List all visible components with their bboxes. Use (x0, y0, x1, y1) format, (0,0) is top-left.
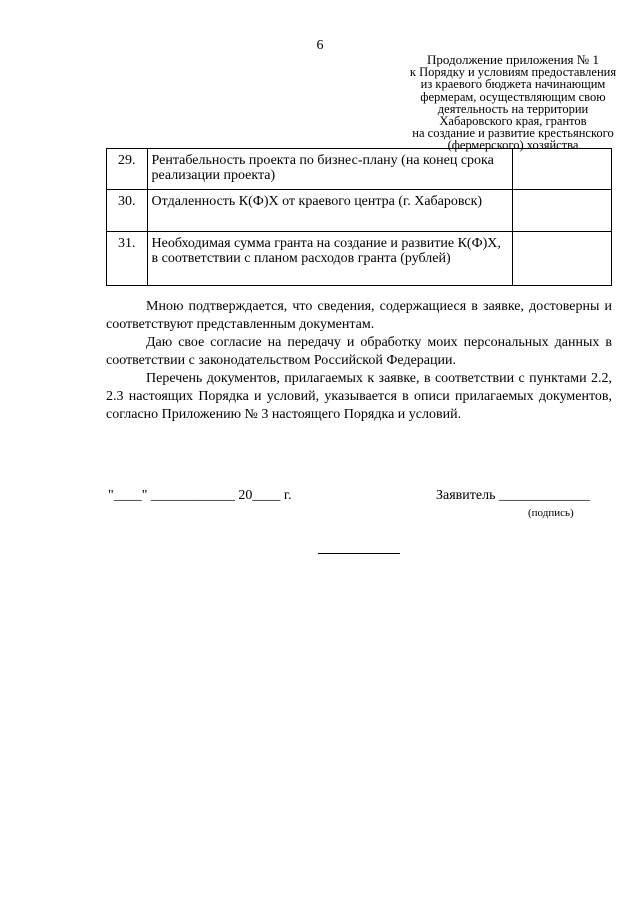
paragraph-documents: Перечень документов, прилагаемых к заявке, в соответствии с пунктами 2.2, 2.3 настоящих Порядка и условий, указывается в описи прилагаемых документов, согласно Приложению № 3 настоящего Порядка и условий. (106, 371, 612, 422)
annex-line: фермерам, осуществляющим свою (420, 89, 606, 104)
applicant-signature-line: Заявитель _____________ (436, 488, 590, 503)
table-row (107, 149, 612, 190)
annex-title: Продолжение приложения № 1 (427, 52, 599, 67)
annex-line: к Порядку и условиям предоставления (409, 65, 617, 80)
annex-line: деятельность на территории (437, 101, 589, 116)
annex-line: Хабаровского края, грантов (439, 114, 587, 129)
criteria-table (106, 148, 612, 286)
annex-line: (фермерского) хозяйства (447, 138, 579, 153)
date-line: "____" ____________ 20____ г. (108, 488, 292, 503)
declaration-text (106, 298, 612, 424)
row-value-cell (513, 149, 612, 190)
table-row (107, 232, 612, 286)
signature-caption: (подпись) (528, 507, 574, 519)
row-criterion: Рентабельность проекта по бизнес-плану (на конец срока реализации проекта) (147, 149, 513, 190)
annex-line: из краевого бюджета начинающим (420, 77, 606, 92)
row-value-cell (513, 232, 612, 286)
table-row (107, 190, 612, 232)
paragraph-consent: Даю свое согласие на передачу и обработку моих персональных данных в соответствии с законодательством Российской Федерации. (106, 335, 612, 368)
row-number: 30. (107, 190, 148, 232)
end-divider (318, 553, 400, 554)
paragraph-confirmation: Мною подтверждается, что сведения, содержащиеся в заявке, достоверны и соответствуют представленным документам. (106, 299, 612, 332)
row-value-cell (513, 190, 612, 232)
annex-line: на создание и развитие крестьянского (412, 126, 614, 141)
page-number: 6 (316, 38, 324, 53)
row-criterion: Необходимая сумма гранта на создание и развитие К(Ф)Х, в соответствии с планом расходов гранта (рублей) (147, 232, 513, 286)
row-number: 29. (107, 149, 148, 190)
row-number: 31. (107, 232, 148, 286)
annex-header (396, 54, 630, 152)
row-criterion: Отдаленность К(Ф)Х от краевого центра (г. Хабаровск) (147, 190, 513, 232)
